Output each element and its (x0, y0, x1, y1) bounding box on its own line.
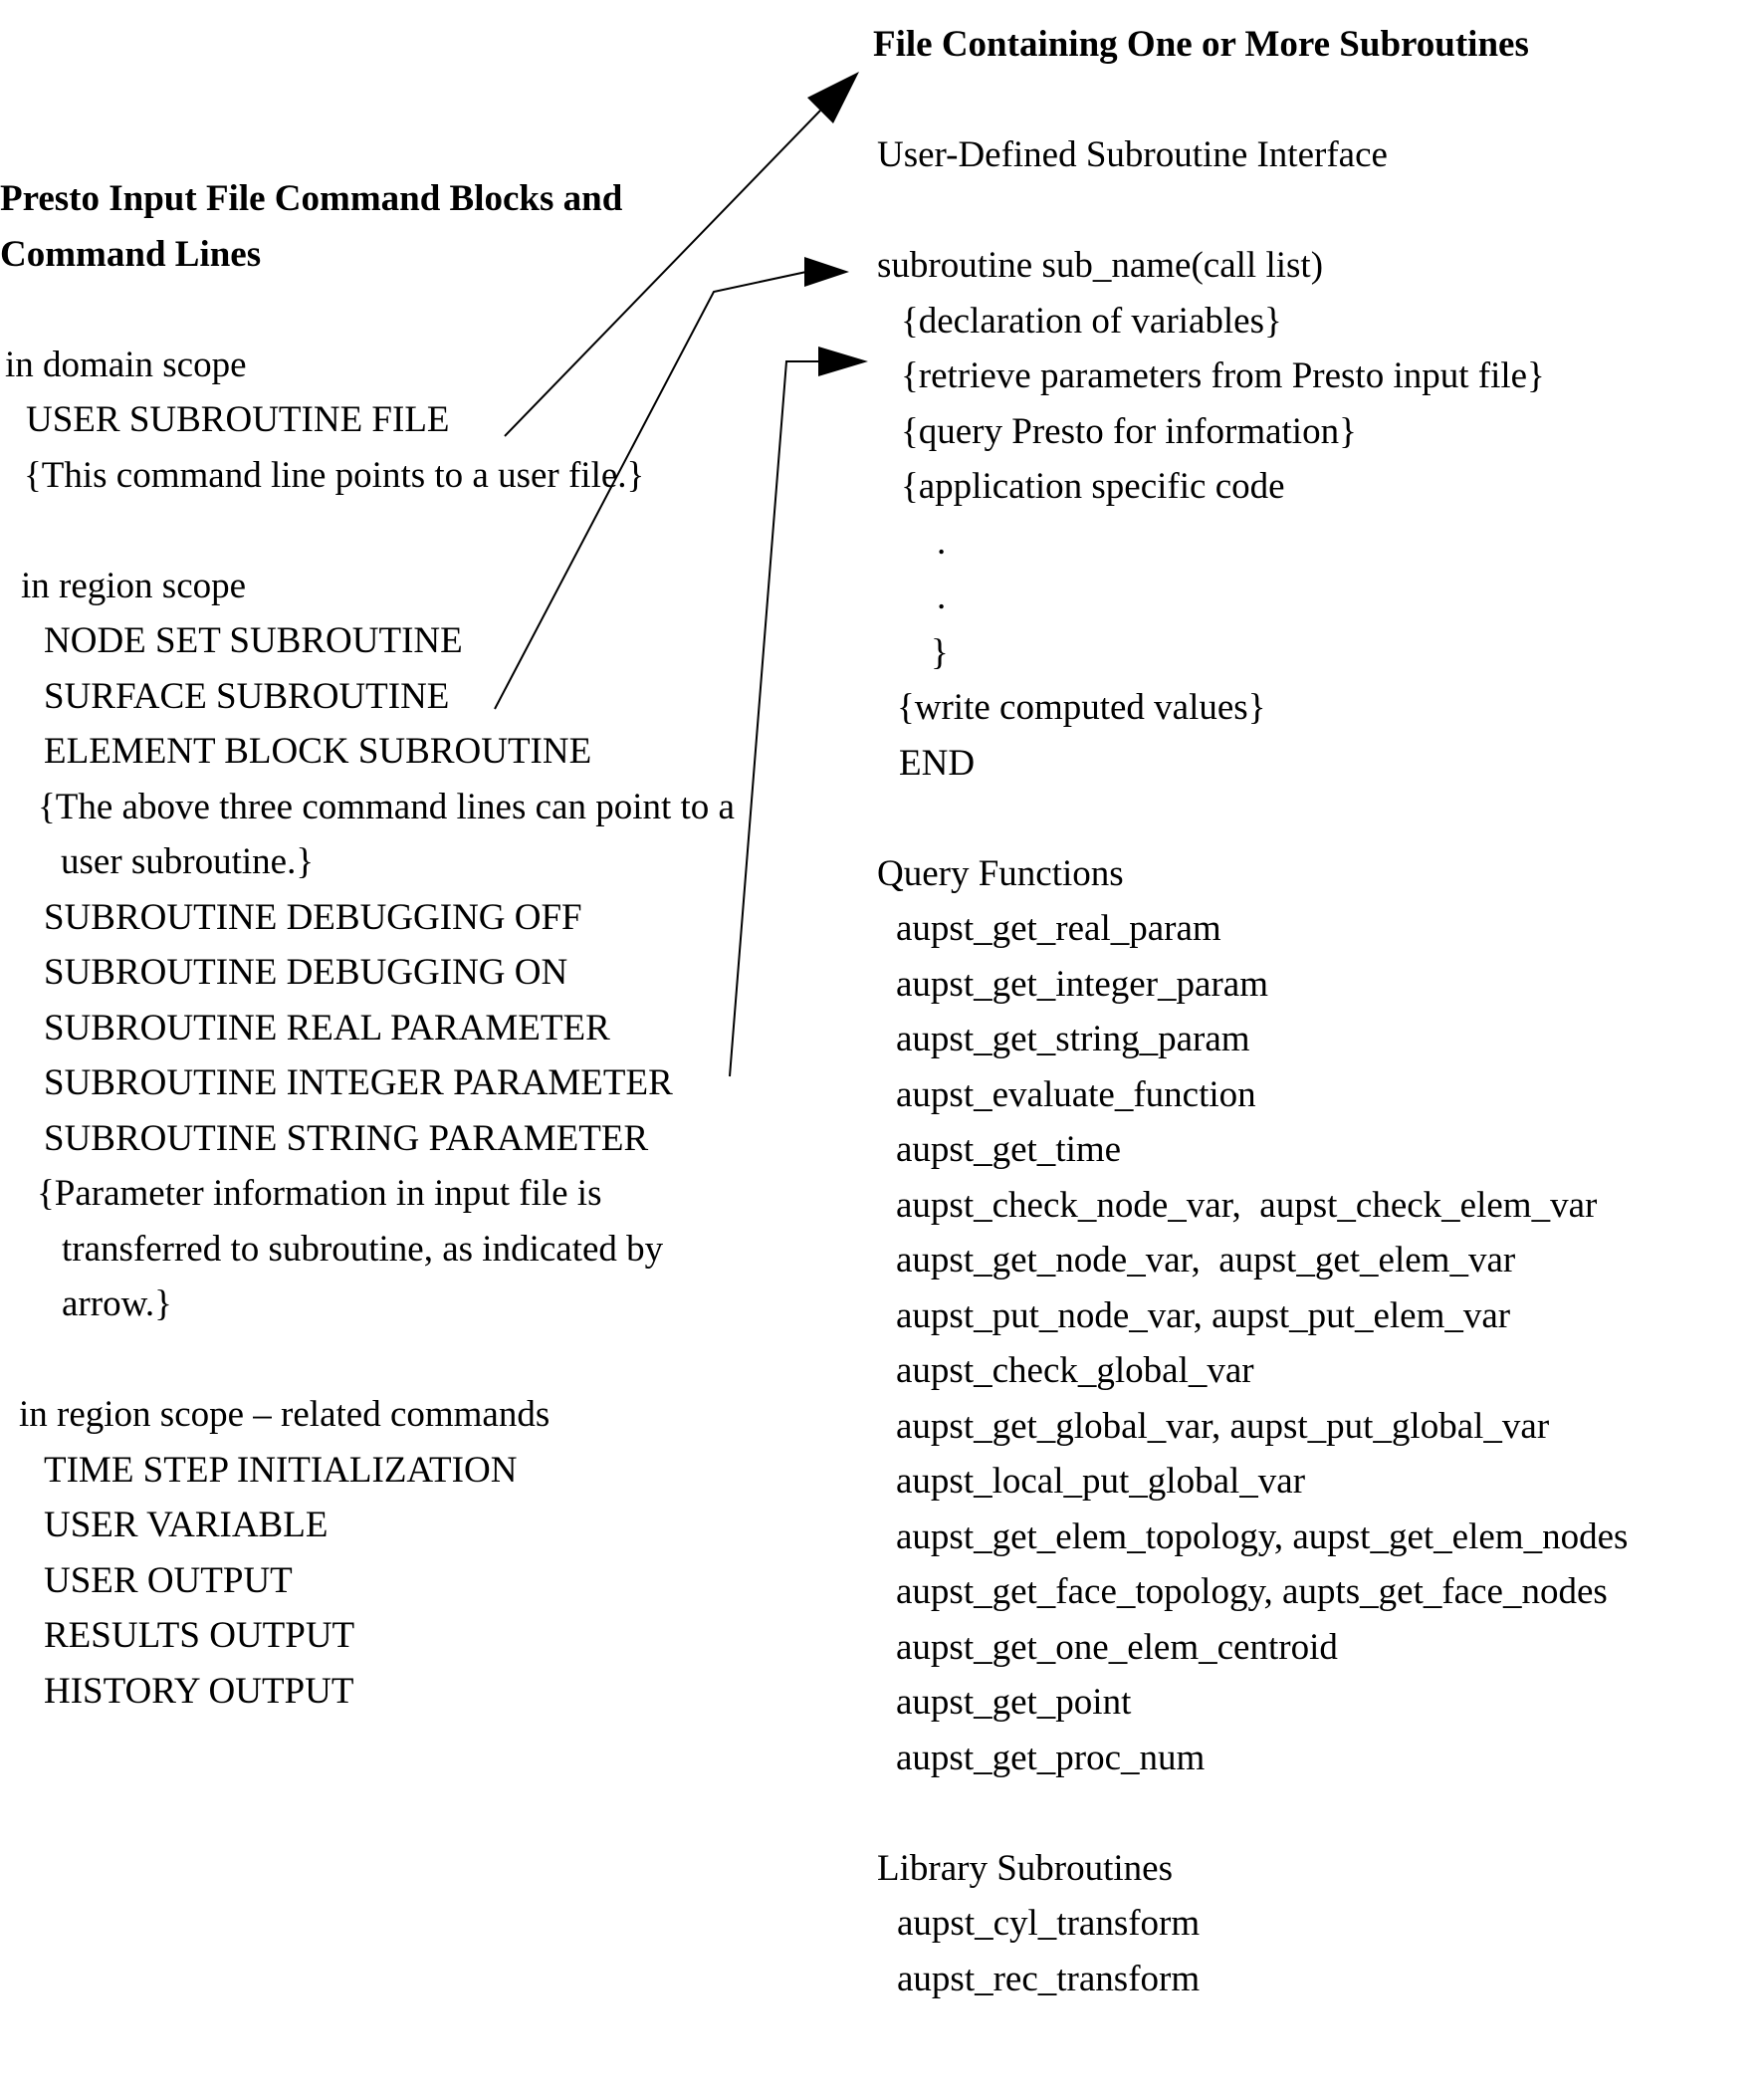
fn-evaluate-function: aupst_evaluate_function (896, 1073, 1256, 1115)
code-ellipsis-dot-1: . (937, 521, 947, 563)
fn-check-node-elem-var: aupst_check_node_var, aupst_check_elem_var (896, 1184, 1598, 1226)
cmd-user-subroutine-file: USER SUBROUTINE FILE (26, 399, 450, 440)
note-three-commands-line-1: {The above three command lines can point to a (38, 786, 735, 827)
fn-get-elem-topology-nodes: aupst_get_elem_topology, aupst_get_elem_nodes (896, 1515, 1629, 1557)
cmd-subroutine-integer-parameter: SUBROUTINE INTEGER PARAMETER (44, 1062, 673, 1103)
fn-get-string-param: aupst_get_string_param (896, 1019, 1250, 1059)
code-ellipsis-dot-2: . (937, 577, 947, 617)
cmd-node-set-subroutine: NODE SET SUBROUTINE (44, 620, 463, 661)
fn-get-point: aupst_get_point (896, 1682, 1132, 1723)
code-subroutine-declaration: subroutine sub_name(call list) (877, 245, 1324, 286)
arrow-integer-parameter-to-retrieve-parameters-line (730, 361, 820, 1076)
scope-region-label: in region scope (21, 565, 247, 606)
note-parameter-info-line-2: transferred to subroutine, as indicated by (62, 1228, 664, 1270)
fn-get-real-param: aupst_get_real_param (896, 908, 1221, 949)
fn-local-put-global-var: aupst_local_put_global_var (896, 1461, 1306, 1502)
cmd-results-output: RESULTS OUTPUT (44, 1615, 355, 1656)
note-points-to-user-file: {This command line points to a user file.} (24, 454, 645, 496)
fn-get-one-elem-centroid: aupst_get_one_elem_centroid (896, 1626, 1338, 1668)
code-closing-brace: } (931, 631, 949, 673)
code-query-presto: {query Presto for information} (901, 410, 1357, 452)
code-declaration-of-variables: {declaration of variables} (901, 300, 1282, 342)
arrow-integer-parameter-to-retrieve-parameters (730, 347, 868, 1076)
cmd-user-variable: USER VARIABLE (44, 1505, 329, 1545)
fn-get-integer-param: aupst_get_integer_param (896, 963, 1268, 1005)
header-query-functions: Query Functions (877, 852, 1124, 894)
fn-get-put-global-var: aupst_get_global_var, aupst_put_global_var (896, 1405, 1550, 1447)
arrow-surface-subroutine-to-sub-name-head-icon (804, 257, 849, 287)
fn-check-global-var: aupst_check_global_var (896, 1350, 1254, 1391)
cmd-surface-subroutine: SURFACE SUBROUTINE (44, 675, 450, 717)
fn-get-time: aupst_get_time (896, 1129, 1122, 1170)
code-write-computed-values: {write computed values} (897, 687, 1266, 728)
arrow-integer-parameter-to-retrieve-parameters-head-icon (818, 347, 868, 376)
left-title-line-1: Presto Input File Command Blocks and (0, 178, 623, 219)
code-application-specific: {application specific code (901, 466, 1285, 507)
fn-rec-transform: aupst_rec_transform (897, 1958, 1201, 1999)
fn-get-proc-num: aupst_get_proc_num (896, 1737, 1206, 1778)
cmd-element-block-subroutine: ELEMENT BLOCK SUBROUTINE (44, 731, 592, 772)
right-title: File Containing One or More Subroutines (873, 24, 1529, 65)
code-end: END (899, 742, 976, 784)
cmd-history-output: HISTORY OUTPUT (44, 1670, 354, 1712)
cmd-subroutine-real-parameter: SUBROUTINE REAL PARAMETER (44, 1007, 610, 1048)
header-user-defined-interface: User-Defined Subroutine Interface (877, 134, 1388, 175)
cmd-user-output: USER OUTPUT (44, 1559, 293, 1601)
cmd-subroutine-string-parameter: SUBROUTINE STRING PARAMETER (44, 1117, 649, 1159)
note-three-commands-line-2: user subroutine.} (61, 841, 315, 882)
fn-cyl-transform: aupst_cyl_transform (897, 1903, 1201, 1944)
arrow-user-subroutine-file-to-file (505, 72, 859, 436)
code-retrieve-parameters: {retrieve parameters from Presto input file} (901, 355, 1545, 396)
cmd-subroutine-debugging-off: SUBROUTINE DEBUGGING OFF (44, 896, 582, 938)
fn-get-node-elem-var: aupst_get_node_var, aupst_get_elem_var (896, 1240, 1516, 1280)
header-library-subroutines: Library Subroutines (877, 1847, 1173, 1889)
fn-get-face-topology-nodes: aupst_get_face_topology, aupts_get_face_nodes (896, 1571, 1608, 1612)
scope-domain-label: in domain scope (5, 344, 247, 385)
scope-region-related-label: in region scope – related commands (19, 1394, 551, 1435)
cmd-subroutine-debugging-on: SUBROUTINE DEBUGGING ON (44, 952, 568, 993)
note-parameter-info-line-1: {Parameter information in input file is (37, 1173, 602, 1214)
note-parameter-info-line-3: arrow.} (62, 1283, 172, 1324)
cmd-time-step-initialization: TIME STEP INITIALIZATION (44, 1449, 518, 1491)
fn-put-node-elem-var: aupst_put_node_var, aupst_put_elem_var (896, 1294, 1511, 1336)
left-title-line-2: Command Lines (0, 233, 262, 275)
